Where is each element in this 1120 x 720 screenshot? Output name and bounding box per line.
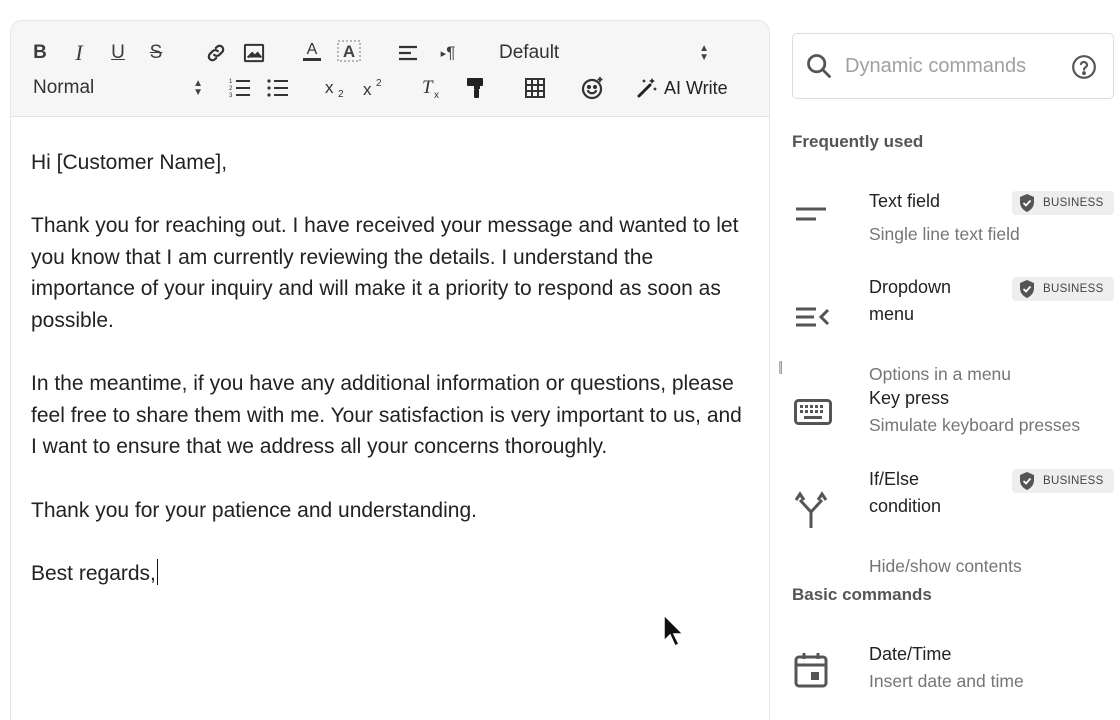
svg-text:T: T	[422, 77, 433, 98]
svg-text:x: x	[434, 90, 439, 100]
commands-panel	[792, 33, 1120, 691]
subscript-icon[interactable]	[323, 73, 351, 103]
command-title: Key press	[869, 388, 950, 408]
business-badge	[1012, 277, 1114, 301]
search-input[interactable]	[845, 55, 1045, 78]
email-body[interactable]	[11, 117, 769, 589]
svg-text:2: 2	[338, 89, 344, 99]
image-icon[interactable]	[241, 38, 267, 68]
formatting-toolbar	[11, 21, 769, 117]
business-badge	[1012, 469, 1114, 493]
svg-text:x: x	[363, 80, 372, 99]
block-format-select[interactable]	[33, 73, 203, 103]
help-icon[interactable]	[1071, 54, 1097, 80]
highlight-color-icon[interactable]	[336, 36, 362, 66]
command-description: Insert date and time	[869, 671, 1024, 691]
select-arrows-icon: ▲ ▼	[699, 43, 709, 63]
email-editor	[10, 20, 770, 720]
text-field-icon	[794, 206, 828, 222]
ai-write-button[interactable]	[636, 73, 732, 103]
underline-button[interactable]: U	[111, 42, 125, 63]
business-badge	[1012, 191, 1114, 215]
clear-format-icon[interactable]	[419, 73, 447, 103]
superscript-icon[interactable]	[361, 73, 389, 103]
svg-text:x: x	[325, 78, 334, 97]
command-dropdown-menu[interactable]	[792, 274, 1120, 384]
command-title: Dropdown menu	[869, 277, 952, 324]
command-text-field[interactable]	[792, 188, 1120, 258]
svg-text:2: 2	[376, 78, 382, 89]
signoff-paragraph	[31, 558, 749, 590]
emoji-icon[interactable]	[579, 73, 607, 103]
mouse-cursor-icon	[662, 613, 686, 649]
calendar-icon	[794, 652, 828, 688]
bold-button[interactable]: B	[33, 42, 47, 63]
greeting-paragraph: Hi [Customer Name],	[31, 151, 228, 174]
ai-write-label: AI Write	[664, 77, 728, 98]
svg-text:A: A	[306, 41, 318, 58]
table-icon[interactable]	[521, 73, 549, 103]
svg-text:2: 2	[229, 86, 233, 92]
signoff-text: Best regards,	[31, 561, 156, 585]
ordered-list-icon[interactable]	[227, 73, 253, 103]
closing-paragraph: Thank you for your patience and understanding.	[31, 498, 477, 522]
search-icon	[805, 52, 833, 80]
svg-text:A: A	[342, 42, 356, 61]
italic-button[interactable]: I	[75, 40, 83, 65]
shield-check-icon	[1018, 193, 1036, 213]
text-color-icon[interactable]	[299, 36, 325, 66]
font-select-value: Default	[499, 42, 560, 63]
block-format-value: Normal	[33, 77, 95, 98]
magic-wand-icon	[636, 77, 658, 99]
dropdown-icon	[794, 306, 830, 328]
bullet-list-icon[interactable]	[265, 73, 291, 103]
badge-label: BUSINESS	[1043, 197, 1104, 209]
body-paragraph: Thank you for reaching out. I have received your message and wanted to let you know that I am currently reviewing the details. I understand the importance of your inquiry and will make it a priority to respond as soon as possible.	[31, 214, 739, 332]
badge-label: BUSINESS	[1043, 283, 1104, 295]
select-arrows-icon: ▲ ▼	[193, 78, 203, 98]
shield-check-icon	[1018, 279, 1036, 299]
body-paragraph: In the meantime, if you have any additional information or questions, please feel free to share them with me. Your satisfaction is very important to us, and I want to ensure that we address all your concerns thoroughly.	[31, 372, 742, 459]
command-description: Simulate keyboard presses	[869, 415, 1081, 435]
command-date-time[interactable]	[792, 641, 1120, 701]
fork-icon	[794, 490, 828, 530]
font-select[interactable]	[499, 38, 709, 68]
badge-label: BUSINESS	[1043, 475, 1104, 487]
command-description: Single line text field	[869, 224, 1020, 244]
command-description: Options in a menu	[869, 364, 1012, 384]
section-title-basic-commands: Basic commands	[792, 585, 932, 604]
command-search	[792, 33, 1114, 99]
format-painter-icon[interactable]	[461, 73, 489, 103]
text-caret	[157, 559, 159, 585]
text-direction-icon[interactable]: ▸ ¶	[440, 43, 456, 62]
align-icon[interactable]	[395, 38, 421, 68]
command-title: Text field	[869, 191, 941, 211]
shield-check-icon	[1018, 471, 1036, 491]
command-title: Date/Time	[869, 644, 952, 664]
svg-text:1: 1	[229, 79, 233, 85]
strikethrough-button[interactable]: S	[149, 42, 163, 63]
command-title: If/Else condition	[869, 469, 942, 516]
keyboard-icon	[794, 399, 832, 425]
section-title-frequently-used: Frequently used	[792, 132, 924, 151]
resize-handle[interactable]: ||	[778, 358, 782, 374]
command-description: Hide/show contents	[869, 556, 1022, 576]
command-key-press[interactable]	[792, 385, 1120, 445]
svg-text:3: 3	[229, 93, 233, 98]
link-icon[interactable]	[203, 38, 229, 68]
command-if-else[interactable]	[792, 466, 1120, 576]
